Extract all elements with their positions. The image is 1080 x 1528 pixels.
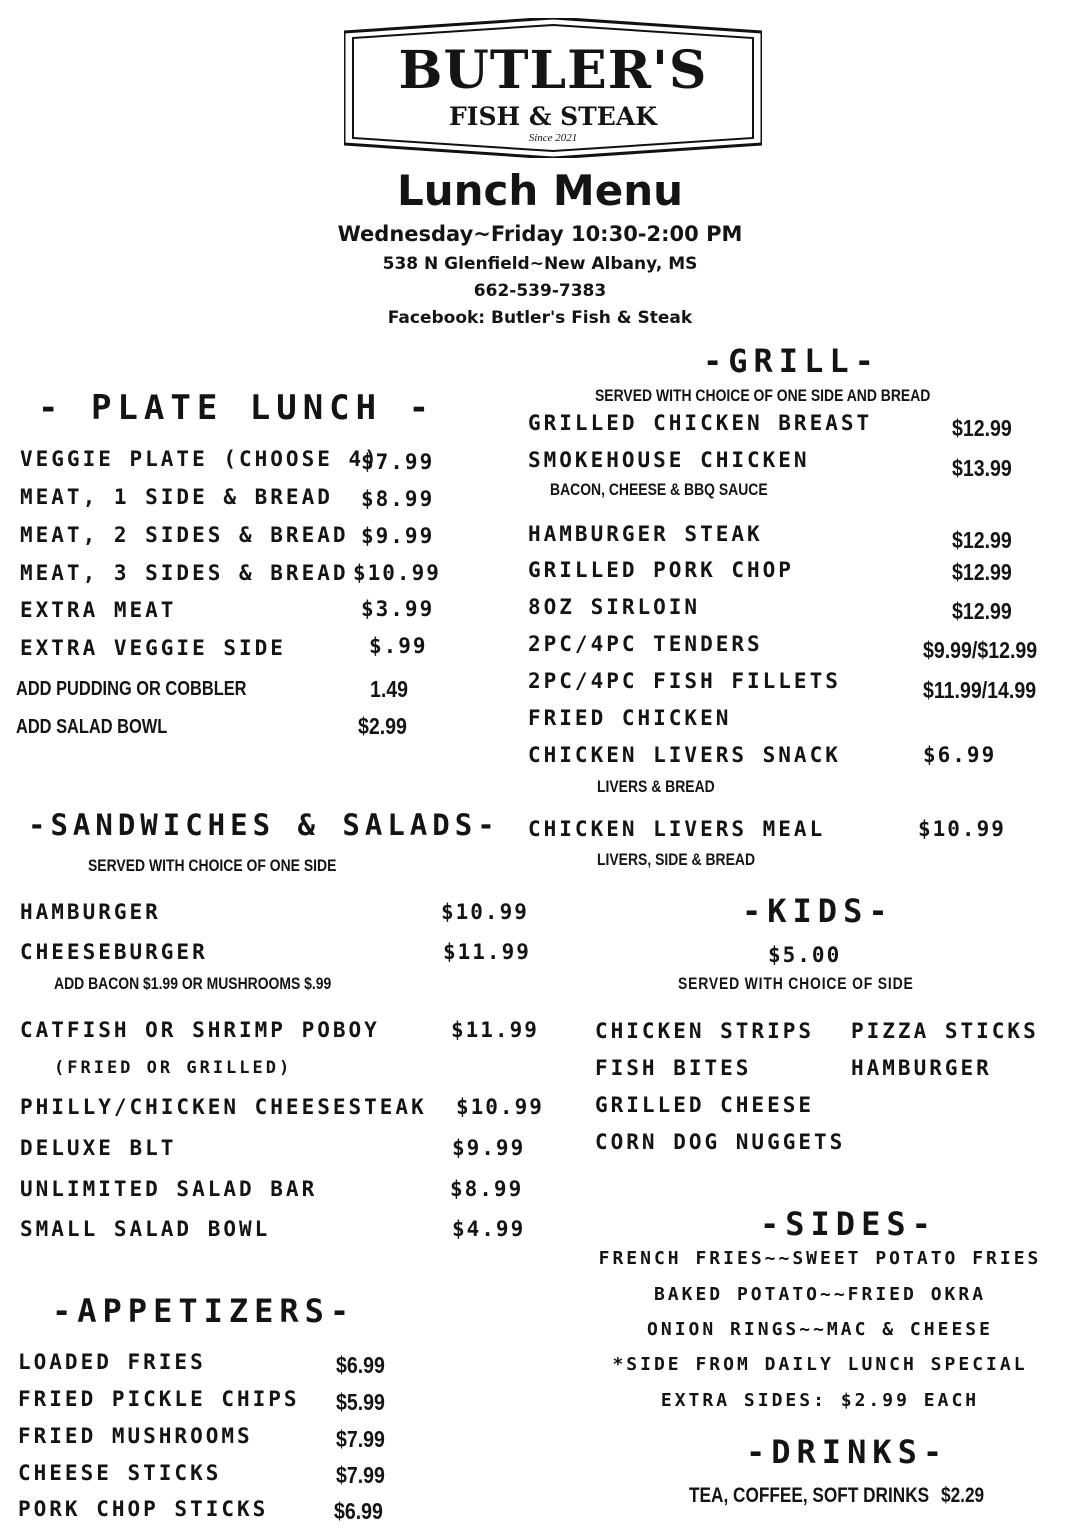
menu-item-name: 8OZ SIRLOIN (528, 595, 701, 619)
menu-item-price: $10.99 (441, 900, 529, 924)
page-title: Lunch Menu (396, 166, 684, 215)
menu-item-price: $11.99/14.99 (923, 677, 1037, 703)
phone-text: 662-539-7383 (473, 281, 607, 301)
menu-item-note: BACON, CHEESE & BBQ SAUCE (550, 480, 768, 499)
menu-item-name: FRIED PICKLE CHIPS (18, 1387, 300, 1411)
menu-item-name: 2PC/4PC TENDERS (528, 632, 763, 656)
menu-item-note: LIVERS, SIDE & BREAD (597, 850, 756, 869)
menu-item-name: ADD PUDDING OR COBBLER (16, 678, 247, 700)
menu-item-name: MEAT, 2 SIDES & BREAD (20, 523, 349, 547)
menu-item-name: MEAT, 1 SIDE & BREAD (20, 485, 333, 509)
menu-item-price: $10.99 (918, 817, 1006, 841)
appetizers-heading: -APPETIZERS- (52, 1292, 356, 1330)
menu-item-name: CHICKEN LIVERS MEAL (528, 817, 826, 841)
menu-item-price: $12.99 (952, 415, 1012, 441)
grill-subtitle: SERVED WITH CHOICE OF ONE SIDE AND BREAD (595, 386, 931, 405)
plate-lunch-heading: - PLATE LUNCH - (38, 388, 436, 428)
menu-item-price: $4.99 (452, 1217, 526, 1241)
menu-item-name: EXTRA VEGGIE SIDE (20, 636, 286, 660)
menu-item-name: CATFISH OR SHRIMP POBOY (20, 1018, 380, 1042)
sides-line: *SIDE FROM DAILY LUNCH SPECIAL (612, 1354, 1028, 1375)
sandwiches-heading: -SANDWICHES & SALADS- (28, 808, 500, 842)
kids-price: $5.00 (768, 943, 842, 967)
grill-heading: -GRILL- (703, 342, 880, 380)
menu-item-price: $10.99 (456, 1095, 544, 1119)
kids-subtitle: SERVED WITH CHOICE OF SIDE (678, 974, 914, 993)
logo-since: Since 2021 (528, 132, 578, 144)
menu-item-price: $11.99 (451, 1018, 539, 1042)
menu-item-name: EXTRA MEAT (20, 598, 177, 622)
menu-item-name: SMALL SALAD BOWL (20, 1217, 271, 1241)
menu-item-name: ADD SALAD BOWL (16, 716, 168, 738)
menu-item-price: $8.99 (450, 1177, 524, 1201)
menu-item-price: $12.99 (952, 559, 1012, 585)
menu-item-price: $6.99 (334, 1498, 383, 1524)
menu-item-name: FRIED CHICKEN (528, 706, 732, 730)
kids-item: CHICKEN STRIPS (595, 1019, 815, 1043)
drinks-line: TEA, COFFEE, SOFT DRINKS (689, 1484, 930, 1507)
menu-item-price: $6.99 (336, 1352, 385, 1378)
logo (344, 18, 762, 158)
menu-item-name: HAMBURGER (20, 900, 161, 924)
menu-item-name: UNLIMITED SALAD BAR (20, 1177, 318, 1201)
menu-item-note: (FRIED OR GRILLED) (54, 1058, 293, 1078)
menu-item-name: SMOKEHOUSE CHICKEN (528, 448, 810, 472)
facebook-text: Facebook: Butler's Fish & Steak (387, 308, 693, 328)
menu-item-price: $7.99 (336, 1426, 385, 1452)
menu-item-name: DELUXE BLT (20, 1136, 177, 1160)
kids-heading: -KIDS- (742, 892, 894, 930)
menu-item-name: FRIED MUSHROOMS (18, 1424, 253, 1448)
menu-item-price: $12.99 (952, 598, 1012, 624)
menu-item-note: LIVERS & BREAD (597, 777, 715, 796)
menu-item-price: $7.99 (361, 450, 435, 474)
menu-item-name: GRILLED PORK CHOP (528, 558, 794, 582)
menu-item-name: MEAT, 3 SIDES & BREAD (20, 561, 349, 585)
menu-item-name: HAMBURGER STEAK (528, 522, 763, 546)
kids-item: FISH BITES (595, 1056, 752, 1080)
drinks-heading: -DRINKS- (746, 1433, 949, 1471)
menu-item-price: $8.99 (361, 487, 435, 511)
logo-name: BUTLER'S (398, 40, 708, 101)
menu-item-note: ADD BACON $1.99 OR MUSHROOMS $.99 (54, 974, 332, 993)
kids-item: GRILLED CHEESE (595, 1093, 815, 1117)
menu-item-name: VEGGIE PLATE (CHOOSE 4) (20, 447, 380, 471)
menu-item-name: GRILLED CHICKEN BREAST (528, 411, 873, 435)
menu-item-price: $.99 (369, 634, 428, 658)
drinks-price: $2.29 (941, 1484, 985, 1507)
menu-item-name: 2PC/4PC FISH FILLETS (528, 669, 841, 693)
menu-item-price: 1.49 (370, 676, 409, 702)
menu-item-name: LOADED FRIES (18, 1350, 206, 1374)
menu-item-price: $11.99 (443, 940, 531, 964)
menu-item-price: $12.99 (952, 527, 1012, 553)
sandwiches-subtitle: SERVED WITH CHOICE OF ONE SIDE (88, 856, 337, 875)
kids-item: CORN DOG NUGGETS (595, 1130, 846, 1154)
sides-line: FRENCH FRIES~~SWEET POTATO FRIES (598, 1248, 1042, 1269)
menu-item-name: CHICKEN LIVERS SNACK (528, 743, 841, 767)
hours-text: Wednesday~Friday 10:30-2:00 PM (337, 222, 743, 246)
menu-item-price: $2.99 (358, 713, 407, 739)
sides-line: BAKED POTATO~~FRIED OKRA (653, 1284, 987, 1305)
menu-item-price: $9.99/$12.99 (923, 637, 1038, 663)
menu-item-price: $13.99 (952, 455, 1012, 481)
menu-item-price: $5.99 (336, 1389, 385, 1415)
kids-item: PIZZA STICKS (851, 1019, 1039, 1043)
kids-item: HAMBURGER (851, 1056, 992, 1080)
menu-item-price: $9.99 (452, 1136, 526, 1160)
sides-heading: -SIDES- (760, 1205, 937, 1243)
menu-item-price: $6.99 (923, 743, 997, 767)
menu-item-name: CHEESEBURGER (20, 940, 208, 964)
menu-item-name: PORK CHOP STICKS (18, 1497, 269, 1521)
menu-item-name: CHEESE STICKS (18, 1461, 222, 1485)
address-text: 538 N Glenfield~New Albany, MS (382, 254, 698, 274)
sides-line: ONION RINGS~~MAC & CHEESE (647, 1319, 993, 1340)
menu-item-price: $10.99 (353, 561, 441, 585)
menu-item-price: $9.99 (361, 524, 435, 548)
menu-item-price: $3.99 (361, 597, 435, 621)
menu-item-price: $7.99 (336, 1462, 385, 1488)
logo-subtitle: FISH & STEAK (449, 102, 657, 131)
sides-line: EXTRA SIDES: $2.99 EACH (660, 1390, 980, 1411)
menu-item-name: PHILLY/CHICKEN CHEESESTEAK (20, 1095, 427, 1119)
